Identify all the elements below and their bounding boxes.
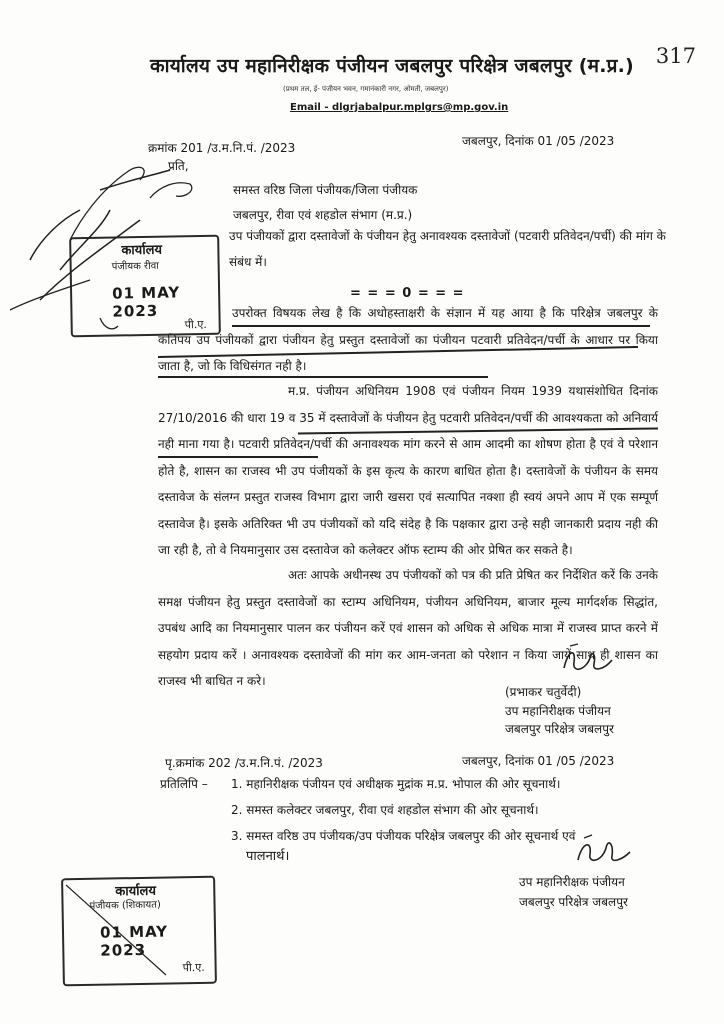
signature-scribble-2 (572, 830, 632, 870)
stamp-bottom-title: कार्यालय (115, 883, 157, 900)
copy-item-1: 1. महानिरीक्षक पंजीयन एवं अधीक्षक मुद्रांक म.प्र. भोपाल की ओर सूचनार्थ। (231, 777, 561, 791)
stamp-top-subtitle: पंजीयक रीवा (111, 260, 159, 273)
copy-to-label: प्रतिलिपि – (160, 777, 208, 791)
letter-number: क्रमांक 201 /उ.म.नि.पं. /2023 (148, 141, 296, 155)
stamp-bottom-initials: पी.ए. (182, 960, 205, 975)
office-address: (प्रथम तल, ई- पंजीयन भवन, गमानंकारी नगर, ओमती, जबलपुर) (283, 85, 449, 93)
signatory-name: (प्रभाकर चतुर्वेदी) (505, 685, 582, 699)
office-email: Email - dlgrjabalpur.mplgrs@mp.gov.in (290, 102, 509, 113)
addressee-line2: जबलपुर, रीवा एवं शहडोल संभाग (म.प्र.) (233, 208, 413, 222)
stamp-bottom-subtitle: पंजीयक (शिकायत) (89, 899, 161, 912)
office-title: कार्यालय उप महानिरीक्षक पंजीयन जबलपुर परिक्षेत्र जबलपुर (म.प्र.) (150, 55, 634, 77)
addressee-prati: प्रति, (168, 159, 189, 173)
signatory-2-office: जबलपुर परिक्षेत्र जबलपुर (519, 895, 628, 909)
underline-1 (232, 325, 650, 327)
stamp-top-date: 01 MAY 2023 (111, 283, 181, 321)
stamp-top-initials: पी.ए. (184, 317, 207, 332)
underline-5 (158, 456, 318, 458)
copy-item-3: 3. समस्त वरिष्ठ उप पंजीयक/उप पंजीयक परिक्षेत्र जबलपुर की ओर सूचनार्थ एवं (231, 829, 576, 843)
margin-handwriting (0, 150, 240, 350)
signature-scribble-1 (556, 640, 616, 680)
stamp-bottom-date: 01 MAY 2023 (99, 922, 169, 960)
stamp-strike-line (56, 875, 226, 995)
body-paragraph-3: अतः आपके अधीनस्थ उप पंजीयकों को पत्र की प्रति प्रेषित कर निर्देशित करें कि उनके समक्ष पंजीयन हेतु प्रस्तुत दस्तावेजों का स्टाम्प अधिनियम, पंजीयन अधिनियम, बाजार मूल्य मार्गदर्शक सिद्धांत, उपबंध आदि का नियमानुसार पालन कर पंजीयन करें एवं शासन को अधिक से अधिक मात्रा में राजस्व प्राप्त करने में सहयोग प्रदाय करें । अनावश्यक दस्तावेजों की मांग कर आम-जनता को परेशान न किया जायें साथ ही शासन का राजस्व भी बाधित न करे। (158, 568, 658, 688)
endorsement-number: पृ.क्रमांक 202 /उ.म.नि.पं. /2023 (165, 756, 323, 770)
signatory-designation: उप महानिरीक्षक पंजीयन (505, 704, 611, 718)
page-number: 317 (655, 44, 696, 68)
copy-item-3-continuation: पालनार्थ। (246, 849, 290, 864)
body-paragraph-1: उपरोक्त विषयक लेख है कि अधोहस्ताक्षरी के संज्ञान में यह आया है कि परिक्षेत्र जबलपुर के कतिपय उप पंजीयकों द्वारा पंजीयन हेतु प्रस्तुत दस्तावेजों का पंजीयन पटवारी प्रतिवेदन/पर्ची के आधार पर किया जाता है, जो कि विधिसंगत नही है। (158, 306, 658, 373)
body-paragraph-2: म.प्र. पंजीयन अधिनियम 1908 एवं पंजीयन नियम 1939 यथासंशोधित दिनांक 27/10/2016 की धारा 19 व 35 में दस्तावेजों के पंजीयन हेतु पटवारी प्रतिवेदन/पर्ची की आवश्यकता को अनिवार्य नही माना गया है। पटवारी प्रतिवेदन/पर्ची की अनावश्यक मांग करने से आम आदमी का शोषण होता है एवं वे परेशान होते है, शासन का राजस्व भी उप पंजीयकों के इस कृत्य के कारण बाधित होता है। दस्तावेजों के पंजीयन के समय दस्तावेज के संलग्न प्रस्तुत राजस्व विभाग द्वारा जारी खसरा एवं सत्यापित नक्शा ही स्वयं अपने आप में एक सम्पूर्ण दस्तावेज है। इसके अतिरिक्त भी उप पंजीयकों को यदि संदेह है कि पक्षकार द्वारा उन्हे सही जानकारी प्रदाय नही की जा रही है, तो वे नियमानुसार उस दस्तावेज को कलेक्टर ऑफ स्टाम्प की ओर प्रेषित कर सकते है। (158, 384, 658, 557)
stamp-top-title: कार्यालय (121, 242, 163, 259)
letter-date: जबलपुर, दिनांक 01 /05 /2023 (462, 134, 615, 148)
subject-text: उप पंजीयकों द्वारा दस्तावेजों के पंजीयन हेतु अनावश्यक दस्तावेजों (पटवारी प्रतिवेदन/पर्ची) की मांग के संबंध में। (229, 229, 666, 269)
subject-separator: = = = 0 = = = (350, 286, 465, 301)
copy-item-2: 2. समस्त कलेक्टर जबलपुर, रीवा एवं शहडोल संभाग की ओर सूचनार्थ। (231, 803, 539, 817)
endorsement-date: जबलपुर, दिनांक 01 /05 /2023 (462, 754, 615, 768)
signatory-office: जबलपुर परिक्षेत्र जबलपुर (505, 722, 614, 736)
addressee-line1: समस्त वरिष्ठ जिला पंजीयक/जिला पंजीयक (233, 183, 418, 197)
signatory-2-designation: उप महानिरीक्षक पंजीयन (519, 875, 625, 889)
